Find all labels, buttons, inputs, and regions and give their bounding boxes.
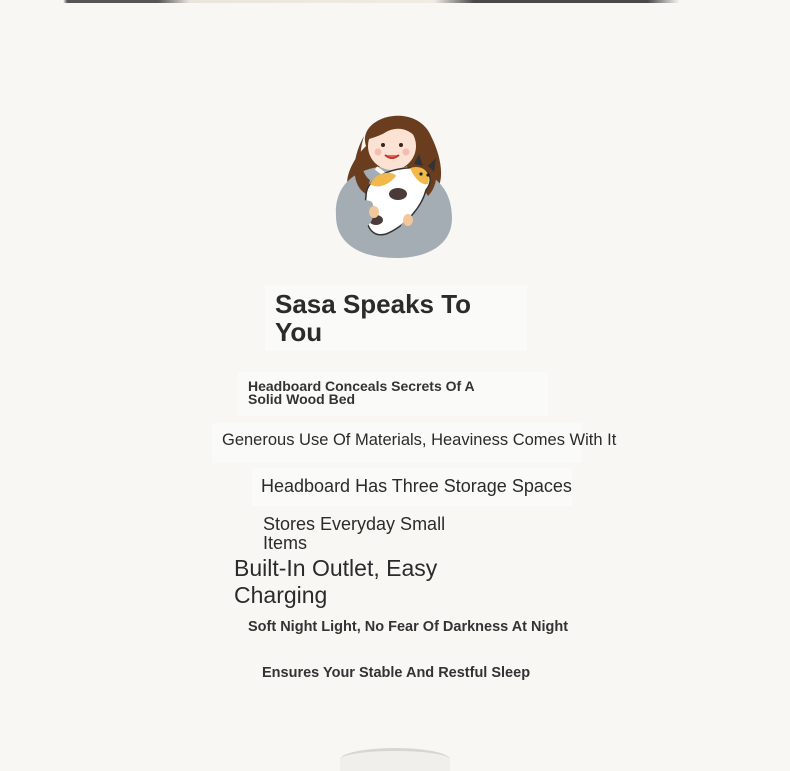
bottom-image-edge [340, 748, 450, 771]
feature-line: Stores Everyday Small Items [263, 514, 446, 553]
feature-line: Headboard Conceals Secrets Of A Solid Wood Bed [248, 378, 475, 407]
top-edge-divider [0, 0, 790, 3]
feature-line: Built-In Outlet, Easy Charging [234, 555, 438, 608]
feature-line: Headboard Has Three Storage Spaces [261, 476, 572, 496]
feature-line: Ensures Your Stable And Restful Sleep [262, 665, 531, 681]
page-title: Sasa Speaks To You [275, 289, 472, 347]
feature-line: Soft Night Light, No Fear Of Darkness At Night [248, 619, 569, 635]
girl-holding-cat-icon [326, 106, 458, 260]
feature-line: Generous Use Of Materials, Heaviness Comes With It [222, 431, 617, 449]
